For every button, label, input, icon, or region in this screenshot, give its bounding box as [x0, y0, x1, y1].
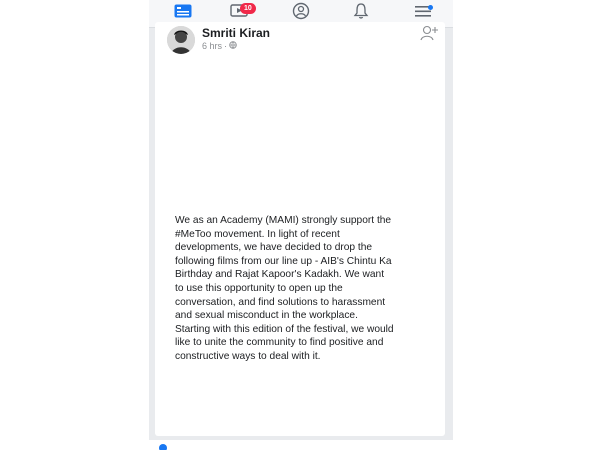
- facebook-app: [149, 0, 453, 450]
- post-text-line: Starting with this edition of the festival, we would: [175, 323, 394, 335]
- post-text: [175, 214, 437, 364]
- notification-badge: 10: [240, 3, 256, 14]
- post-meta: [202, 41, 237, 51]
- post-text-line: We as an Academy (MAMI) strongly support the: [175, 215, 392, 226]
- meta-separator: ·: [224, 41, 228, 51]
- post-text-line: and sexual misconduct in the workplace.: [175, 310, 358, 322]
- notifications-tab[interactable]: [349, 3, 373, 23]
- home-tab[interactable]: [171, 3, 195, 23]
- post-text-line: developments, we have decided to drop the: [175, 242, 373, 254]
- post-text-line: conversation, and find solutions to harassment: [175, 296, 386, 308]
- post-text-line: Birthday and Rajat Kapoor's Kadakh. We want: [175, 269, 385, 281]
- add-friend-button[interactable]: [419, 25, 439, 46]
- post-text-line: constructive ways to deal with it.: [175, 350, 321, 362]
- globe-icon: [229, 41, 237, 51]
- reactions-bar: [149, 440, 453, 450]
- post-card: [155, 22, 445, 436]
- post-text-line: to use this opportunity to open up the: [175, 282, 343, 294]
- post-text-line: #MeToo movement. In light of recent: [175, 228, 340, 240]
- post-text-line: like to unite the community to find positive and: [175, 337, 384, 349]
- avatar[interactable]: [167, 26, 195, 54]
- post-time[interactable]: 6 hrs: [202, 41, 223, 51]
- menu-indicator-dot: [428, 5, 433, 10]
- like-reaction-icon[interactable]: [159, 444, 167, 450]
- post-author[interactable]: Smriti Kiran: [202, 26, 271, 40]
- home-icon: [174, 4, 192, 23]
- add-friend-icon: [419, 28, 439, 45]
- profile-tab[interactable]: [289, 3, 313, 23]
- post-text-line: following films from our line up - AIB's Chintu Ka: [175, 255, 392, 267]
